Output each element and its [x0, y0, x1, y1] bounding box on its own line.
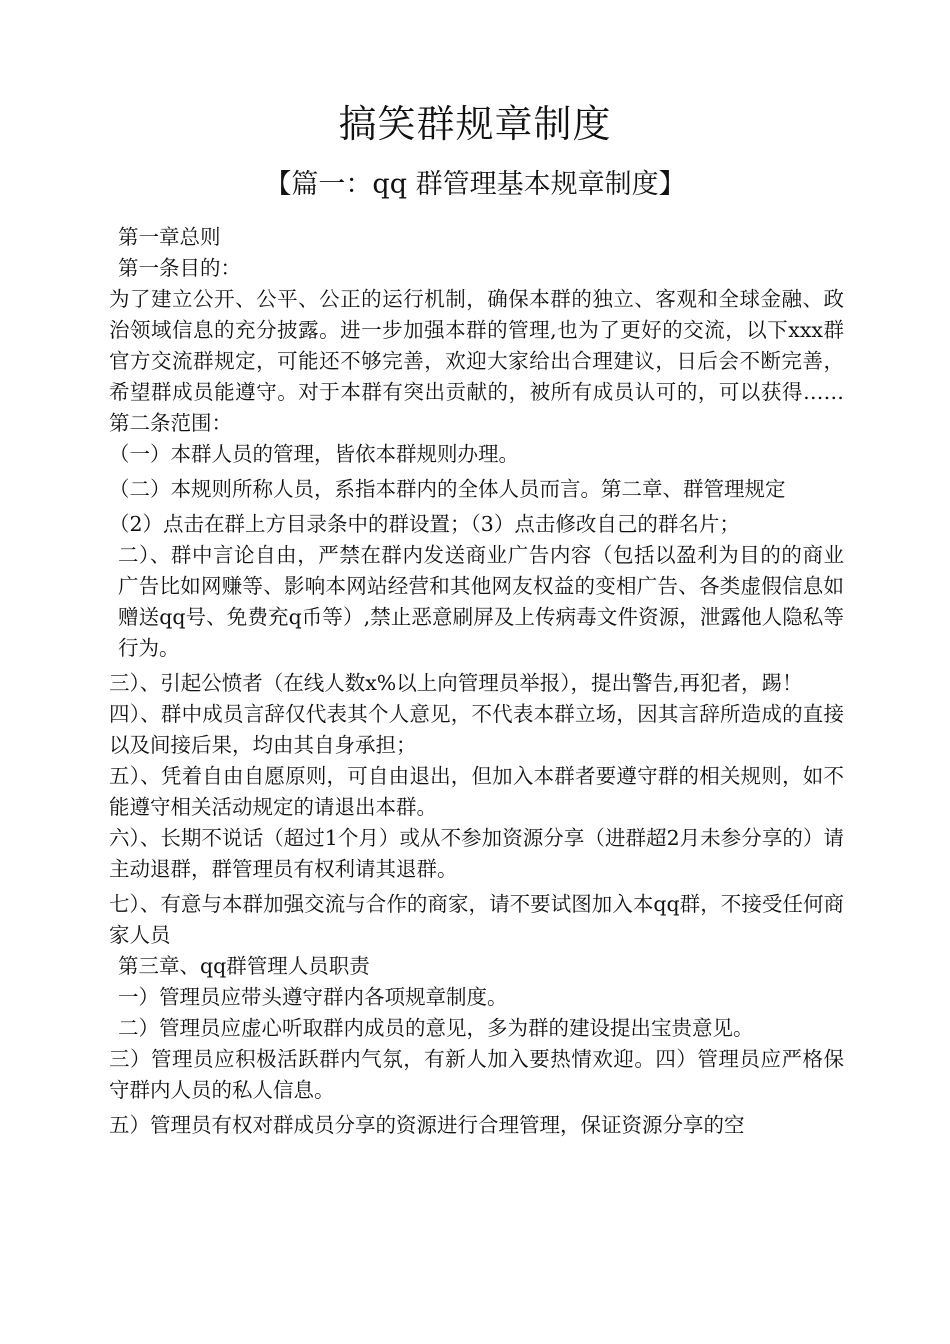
body-paragraph: （二）本规则所称人员，系指本群内的全体人员而言。第二章、群管理规定 — [109, 477, 786, 501]
body-paragraph: 四）、群中成员言辞仅代表其个人意见，不代表本群立场，因其言辞所造成的直接以及间接后果，均由其自身承担； — [109, 702, 844, 757]
body-paragraph: 七）、有意与本群加强交流与合作的商家，请不要试图加入本qq群，不接受任何商家人员 — [109, 892, 844, 947]
body-paragraph: 一）管理员应带头遵守群内各项规章制度。 — [118, 985, 508, 1009]
chapter-heading: 第三章、qq群管理人员职责 — [118, 954, 370, 978]
document-title: 搞笑群规章制度 — [338, 102, 612, 146]
body-paragraph: 二）管理员应虚心听取群内成员的意见，多为群的建设提出宝贵意见。 — [118, 1016, 754, 1040]
body-paragraph: （2）点击在群上方目录条中的群设置；（3）点击修改自己的群名片； — [109, 512, 740, 536]
chapter-heading: 第一章总则 — [118, 225, 221, 249]
body-paragraph: （一）本群人员的管理，皆依本群规则办理。 — [109, 442, 519, 466]
body-paragraph: 三）、引起公愤者（在线人数x%以上向管理员举报），提出警告,再犯者，踢！ — [109, 671, 803, 695]
body-paragraph: 三）管理员应积极活跃群内气氛，有新人加入要热情欢迎。四）管理员应严格保守群内人员的私人信息。 — [109, 1047, 844, 1102]
article-heading: 第一条目的： — [118, 256, 241, 280]
document-subtitle: 【篇一：qq 群管理基本规章制度】 — [264, 169, 686, 200]
body-paragraph: 六）、长期不说话（超过1个月）或从不参加资源分享（进群超2月未参分享的）请主动退群，群管理员有权利请其退群。 — [109, 826, 844, 881]
document-body — [109, 222, 844, 1141]
body-paragraph: 为了建立公开、公平、公正的运行机制，确保本群的独立、客观和全球金融、政治领域信息的充分披露。进一步加强本群的管理,也为了更好的交流，以下xxx群官方交流群规定，可能还不够完善，欢迎大家给出合理建议，日后会不断完善，希望群成员能遵守。对于本群有突出贡献的，被所有成员认可的，可以获得……第二条范围： — [109, 287, 844, 435]
body-paragraph: 二）、群中言论自由，严禁在群内发送商业广告内容（包括以盈利为目的的商业广告比如网赚等、影响本网站经营和其他网友权益的变相广告、各类虚假信息如赠送qq号、免费充q币等）,禁止恶意刷屏及上传病毒文件资源，泄露他人隐私等行为。 — [118, 543, 844, 660]
body-paragraph: 五）、凭着自由自愿原则，可自由退出，但加入本群者要遵守群的相关规则，如不能遵守相关活动规定的请退出本群。 — [109, 764, 844, 819]
body-paragraph: 五）管理员有权对群成员分享的资源进行合理管理，保证资源分享的空 — [109, 1113, 745, 1137]
